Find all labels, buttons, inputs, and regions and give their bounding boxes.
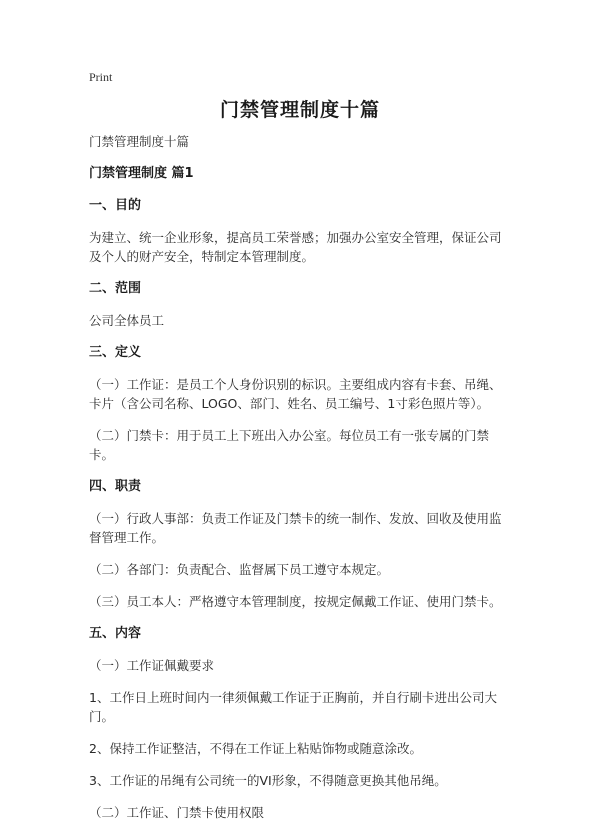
print-link[interactable]: Print — [89, 70, 113, 84]
content-subheading: （一）工作证佩戴要求 — [89, 658, 215, 673]
content-item: 2、保持工作证整洁，不得在工作证上粘贴饰物或随意涂改。 — [89, 741, 422, 756]
section-purpose-text: 为建立、统一企业形象，提高员工荣誉感；加强办公室安全管理，保证公司及个人的财产安全，特制定本管理制度。 — [89, 230, 502, 264]
document-subtitle: 门禁管理制度十篇 — [89, 134, 190, 149]
definition-item: （二）门禁卡：用于员工上下班出入办公室。每位员工有一张专属的门禁卡。 — [89, 428, 490, 462]
duty-item: （三）员工本人：严格遵守本管理制度，按规定佩戴工作证、使用门禁卡。 — [89, 594, 502, 609]
section-definition-heading: 三、定义 — [89, 345, 142, 360]
section-purpose-heading: 一、目的 — [89, 198, 142, 213]
definition-item: （一）工作证：是员工个人身份识别的标识。主要组成内容有卡套、吊绳、卡片（含公司名称、LOGO、部门、姓名、员工编号、1寸彩色照片等）。 — [89, 377, 502, 411]
document-body — [89, 132, 513, 822]
content-item: 1、工作日上班时间内一律须佩戴工作证于正胸前，并自行刷卡进出公司大门。 — [89, 690, 497, 724]
content-item: 3、工作证的吊绳有公司统一的VI形象，不得随意更换其他吊绳。 — [89, 773, 447, 788]
section-scope-heading: 二、范围 — [89, 281, 142, 296]
chapter-title: 门禁管理制度 篇1 — [89, 166, 194, 181]
section-content-heading: 五、内容 — [89, 626, 142, 641]
page-title: 门禁管理制度十篇 — [219, 99, 380, 121]
duty-item: （二）各部门：负责配合、监督属下员工遵守本规定。 — [89, 562, 390, 577]
duty-item: （一）行政人事部：负责工作证及门禁卡的统一制作、发放、回收及使用监督管理工作。 — [89, 511, 502, 545]
section-scope-text: 公司全体员工 — [89, 313, 165, 328]
section-duty-heading: 四、职责 — [89, 479, 142, 494]
content-subheading: （二）工作证、门禁卡使用权限 — [89, 805, 265, 820]
